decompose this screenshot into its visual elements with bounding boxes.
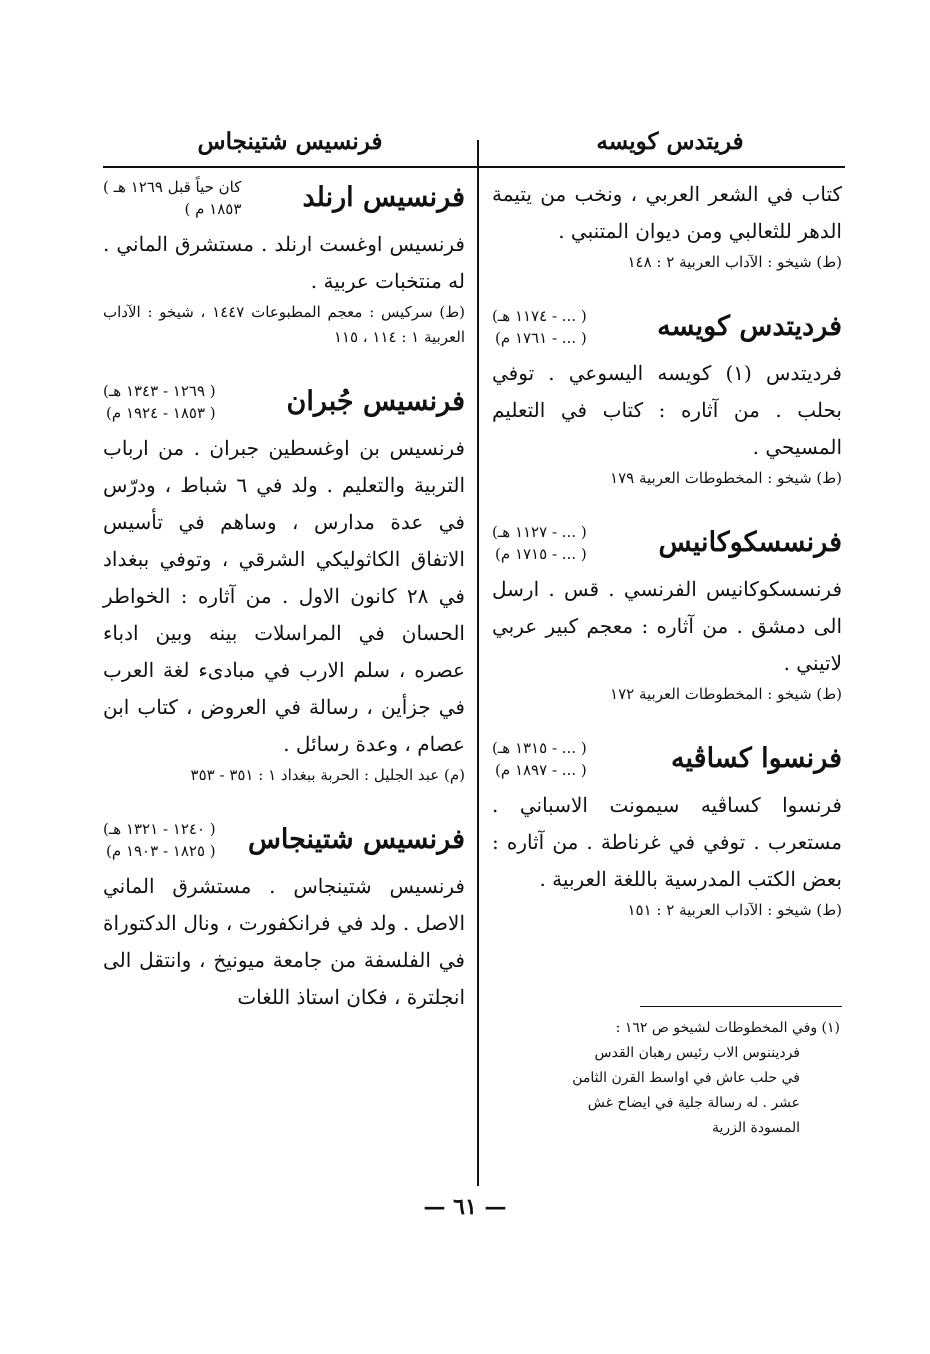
- entry-reference: (ط) سركيس : معجم المطبوعات ١٤٤٧ ، شيخو : الآداب العربية ١ : ١١٤ ، ١١٥: [103, 303, 465, 346]
- entry-text: فرديتدس (١) كويسه اليسوعي . توفي بحلب . من آثاره : كتاب في التعليم المسيحي .: [492, 361, 842, 459]
- right-column: [492, 176, 842, 923]
- footnote-line: (١) وفي المخطوطات لشيخو ص ١٦٢ :: [615, 1020, 840, 1036]
- entry-name: فرنسيس ارنلد: [302, 182, 465, 213]
- dates-gregorian: ( ... - ١٧١٥ م): [495, 545, 587, 563]
- continuation-reference: (ط) شيخو : الآداب العربية ٢ : ١٤٨: [627, 253, 842, 271]
- footnote-rule: [640, 1006, 842, 1007]
- entry-text: فرنسوا كساڤيه سيمونت الاسباني . مستعرب . توفي في غرناطة . من آثاره : بعض الكتب المدرسية باللغة العربية .: [492, 793, 842, 891]
- entry: [103, 176, 465, 350]
- entry-text: فرنسسكوكانيس الفرنسي . قس . ارسل الى دمشق . من آثاره : معجم كبير عربي لاتيني .: [492, 577, 842, 675]
- entry-text: فرنسيس بن اوغسطين جبران . من ارباب التربية والتعليم . ولد في ٦ شباط ، ودرّس في عدة مدارس ، وساهم في تأسيس الاتفاق الكاثوليكي الشرقي ، وتوفي ببغداد في ٢٨ كانون الاول . من آثاره : الخواطر الحسان في المراسلات بينه وبين ادباء عصره ، سلم الارب في مبادىء لغة العرب في جزأين ، رسالة في العروض ، كتاب ابن عصام ، وعدة رسائل .: [103, 436, 465, 756]
- continuation-text: كتاب في الشعر العربي ، ونخب من يتيمة الدهر للثعالبي ومن ديوان المتنبي .: [492, 182, 842, 243]
- entry-reference: (ط) شيخو : المخطوطات العربية ١٧٩: [610, 469, 842, 487]
- entry: [492, 521, 842, 707]
- entry-name: فرنسيس جُبران: [286, 386, 465, 417]
- footnote: [486, 1016, 840, 1141]
- footnote-line: عشر . له رسالة جلية في ايضاح غش: [587, 1095, 800, 1111]
- footnote-line: المسودة الزرية: [711, 1120, 800, 1136]
- dates-gregorian: ( ١٨٥٣ - ١٩٢٤ م): [106, 404, 216, 422]
- entry-reference: (م) عبد الجليل : الحربة ببغداد ١ : ٣٥١ - ٣٥٣: [190, 766, 465, 784]
- dates-gregorian: ( ... - ١٧٦١ م): [495, 329, 587, 347]
- entry-text: فرنسيس شتينجاس . مستشرق الماني الاصل . ولد في فرانكفورت ، ونال الدكتوراة في الفلسفة من جامعة ميونيخ ، وانتقل الى انجلترة ، فكان استاذ اللغات: [103, 874, 465, 1009]
- dates-hijri: كان حياً قبل ١٢٦٩ هـ ): [103, 178, 242, 196]
- entry-dates: [103, 818, 216, 862]
- entry-dates: [492, 737, 587, 781]
- entry-heading: [492, 305, 842, 349]
- entry-text: فرنسيس اوغست ارنلد . مستشرق الماني . له منتخبات عربية .: [103, 232, 465, 293]
- entry-heading: [492, 521, 842, 565]
- left-column-header: فرنسيس شتينجاس: [197, 128, 383, 155]
- entry-dates: [492, 521, 587, 565]
- dates-hijri: ( ... - ١١٧٤ هـ): [492, 307, 587, 325]
- dates-hijri: ( ... - ١٣١٥ هـ): [492, 739, 587, 757]
- dates-hijri: ( ١٢٤٠ - ١٣٢١ هـ): [103, 820, 216, 838]
- entry: [103, 380, 465, 788]
- entry-heading: [492, 737, 842, 781]
- entry-dates: [492, 305, 587, 349]
- dates-gregorian: ( ... - ١٨٩٧ م): [495, 761, 587, 779]
- entry-dates: [103, 176, 241, 220]
- dates-hijri: ( ١٢٦٩ - ١٣٤٣ هـ): [103, 382, 216, 400]
- entry-heading: [103, 818, 465, 862]
- dates-gregorian: ١٨٥٣ م ): [184, 200, 242, 218]
- entry-dates: [103, 380, 216, 424]
- entry-name: فرنسيس شتينجاس: [247, 824, 465, 855]
- right-column-header: فريتدس كويسه: [596, 128, 744, 155]
- entry-heading: [103, 380, 465, 424]
- entry-reference: (ط) شيخو : المخطوطات العربية ١٧٢: [610, 685, 842, 703]
- entry-heading: [103, 176, 465, 220]
- entry: [103, 818, 465, 1016]
- footnote-line: فرديننوس الاب رئيس رهبان القدس: [594, 1045, 800, 1061]
- entry-reference: (ط) شيخو : الآداب العربية ٢ : ١٥١: [627, 901, 842, 919]
- dates-gregorian: ( ١٨٢٥ - ١٩٠٣ م): [106, 842, 216, 860]
- entry: [492, 305, 842, 491]
- column-divider: [477, 140, 479, 1186]
- entry-name: فرديتدس كويسه: [657, 311, 842, 342]
- dates-hijri: ( ... - ١١٢٧ هـ): [492, 523, 587, 541]
- entry-name: فرنسوا كساڤيه: [671, 743, 842, 774]
- page-number: — ٦١ —: [423, 1194, 507, 1220]
- footnote-line: في حلب عاش في اواسط القرن الثامن: [572, 1070, 800, 1086]
- entry-name: فرنسسكوكانيس: [658, 527, 842, 558]
- left-column: [103, 176, 465, 1016]
- header-rule: [103, 166, 845, 168]
- entry: [492, 737, 842, 923]
